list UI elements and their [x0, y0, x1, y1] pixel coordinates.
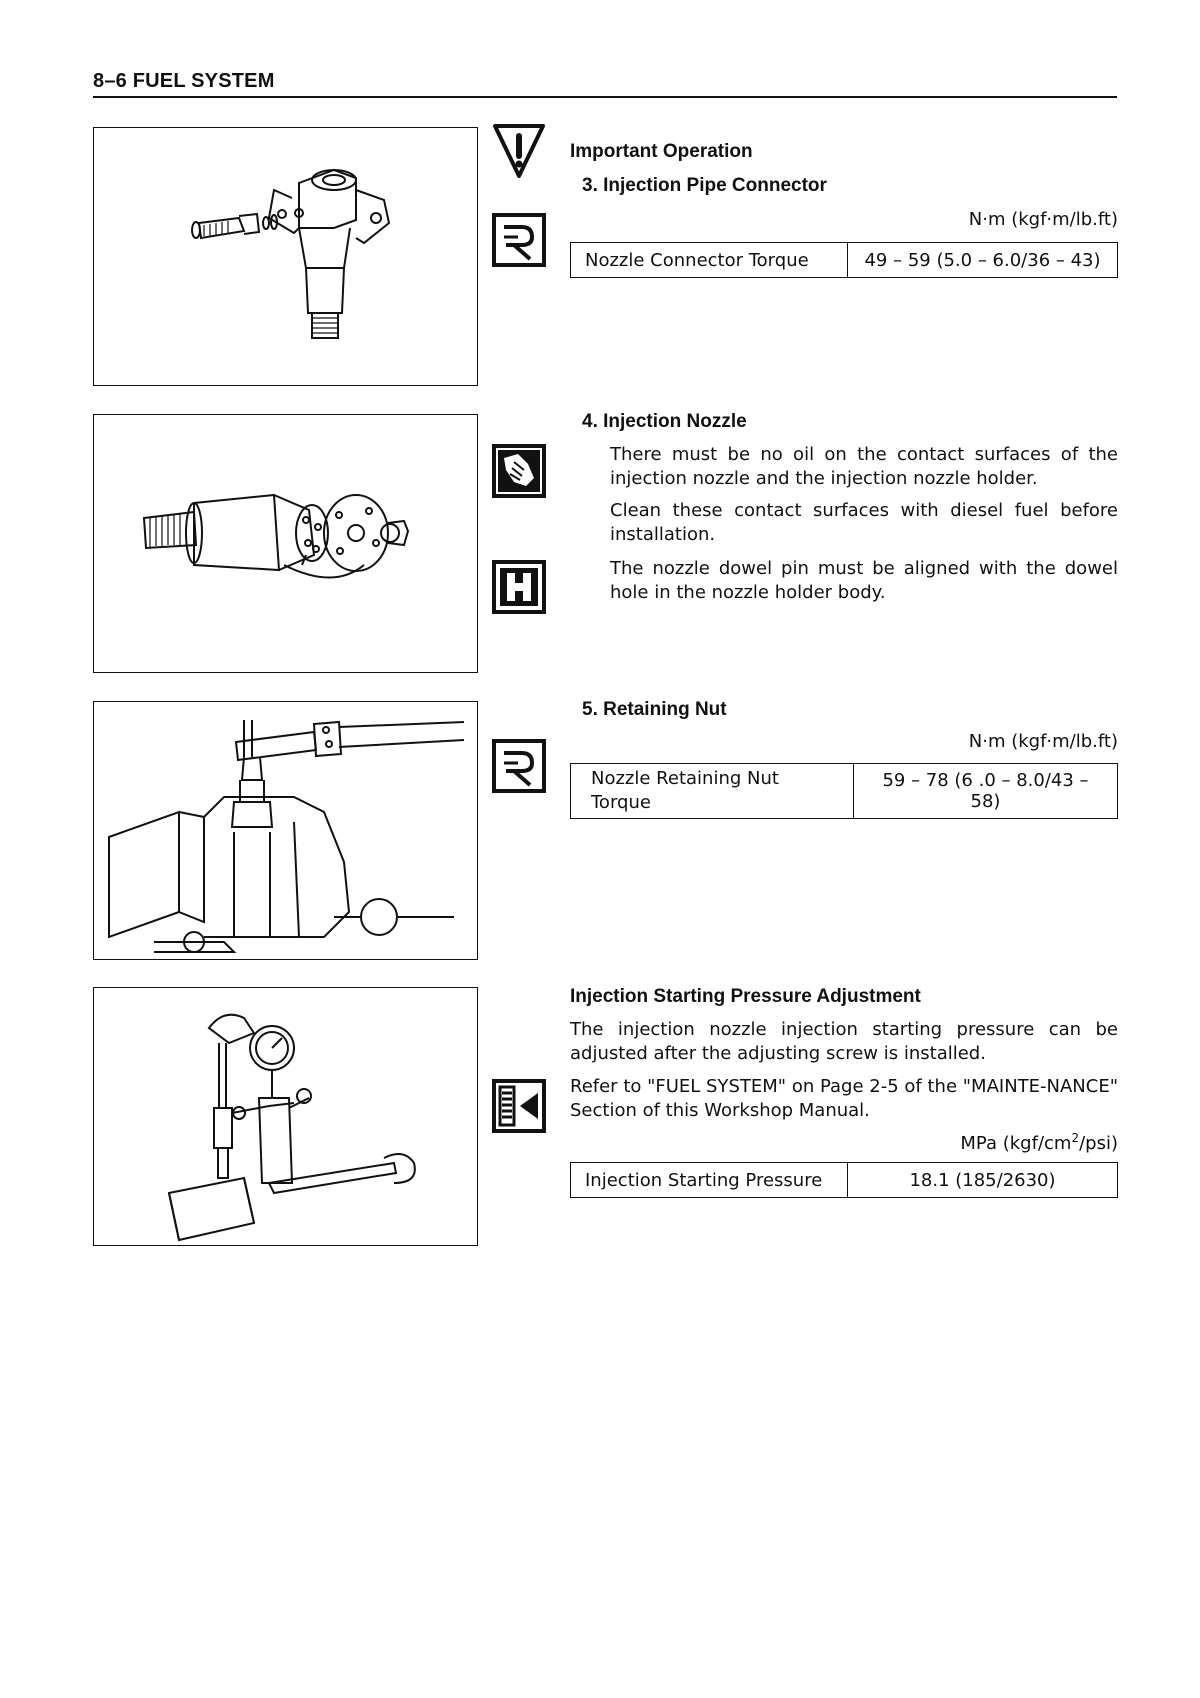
pressure-unit-suffix: /psi): [1079, 1133, 1118, 1154]
pressure-unit-exponent: 2: [1071, 1131, 1080, 1145]
spec-value: 49 – 59 (5.0 – 6.0/36 – 43): [848, 243, 1118, 278]
spec-label-line-2: Torque: [591, 792, 651, 813]
injection-nozzle-heading: 4. Injection Nozzle: [582, 411, 747, 432]
pressure-paragraph-1: The injection nozzle injection starting pressure can be adjusted after the adjusting screw is installed.: [570, 1019, 1118, 1064]
spec-label-line-1: Nozzle Retaining Nut: [591, 768, 779, 789]
injection-starting-pressure-table: [570, 1162, 1118, 1198]
table-row: [571, 1163, 1118, 1198]
important-operation-icon: [492, 122, 546, 180]
nozzle-paragraph-1: There must be no oil on the contact surfaces of the injection nozzle and the injection nozzle holder.: [610, 444, 1118, 489]
spec-value: 18.1 (185/2630): [848, 1163, 1118, 1198]
figure-injection-nozzle: [93, 414, 478, 673]
nozzle-retaining-nut-torque-table: [570, 763, 1118, 819]
important-operation-heading: Important Operation: [570, 141, 753, 162]
header-rule: [93, 96, 1117, 98]
nozzle-paragraph-3: The nozzle dowel pin must be aligned with the dowel hole in the nozzle holder body.: [610, 558, 1118, 603]
spec-label: Nozzle Connector Torque: [571, 243, 848, 278]
spec-label: Injection Starting Pressure: [571, 1163, 848, 1198]
clean-hand-icon: [492, 444, 546, 498]
table-row: [571, 243, 1118, 278]
retaining-nut-heading: 5. Retaining Nut: [582, 699, 727, 720]
pressure-unit-prefix: MPa (kgf/cm: [960, 1133, 1072, 1154]
page-title: 8–6 FUEL SYSTEM: [93, 70, 275, 92]
figure-injection-pipe-connector: [93, 127, 478, 386]
spec-label: [571, 764, 854, 819]
torque-unit-label: N·m (kgf·m/lb.ft): [968, 209, 1118, 230]
nozzle-paragraph-2: Clean these contact surfaces with diesel fuel before installation.: [610, 500, 1118, 545]
figure-retaining-nut-vise: [93, 701, 478, 960]
torque-wrench-icon: [492, 213, 546, 267]
injection-pipe-connector-heading: 3. Injection Pipe Connector: [582, 175, 827, 196]
alignment-mark-icon: [492, 560, 546, 614]
torque-unit-label: N·m (kgf·m/lb.ft): [968, 731, 1118, 752]
adjustment-icon: [492, 1079, 546, 1133]
figure-nozzle-tester: [93, 987, 478, 1246]
table-row: [571, 764, 1118, 819]
nozzle-connector-torque-table: [570, 242, 1118, 278]
spec-value: 59 – 78 (6 .0 – 8.0/43 – 58): [854, 764, 1118, 819]
pressure-adjustment-heading: Injection Starting Pressure Adjustment: [570, 986, 921, 1007]
torque-wrench-icon: [492, 739, 546, 793]
pressure-unit-label: [800, 1131, 1118, 1154]
pressure-paragraph-2: Refer to "FUEL SYSTEM" on Page 2-5 of the "MAINTE-NANCE" Section of this Workshop Manual.: [570, 1076, 1118, 1121]
